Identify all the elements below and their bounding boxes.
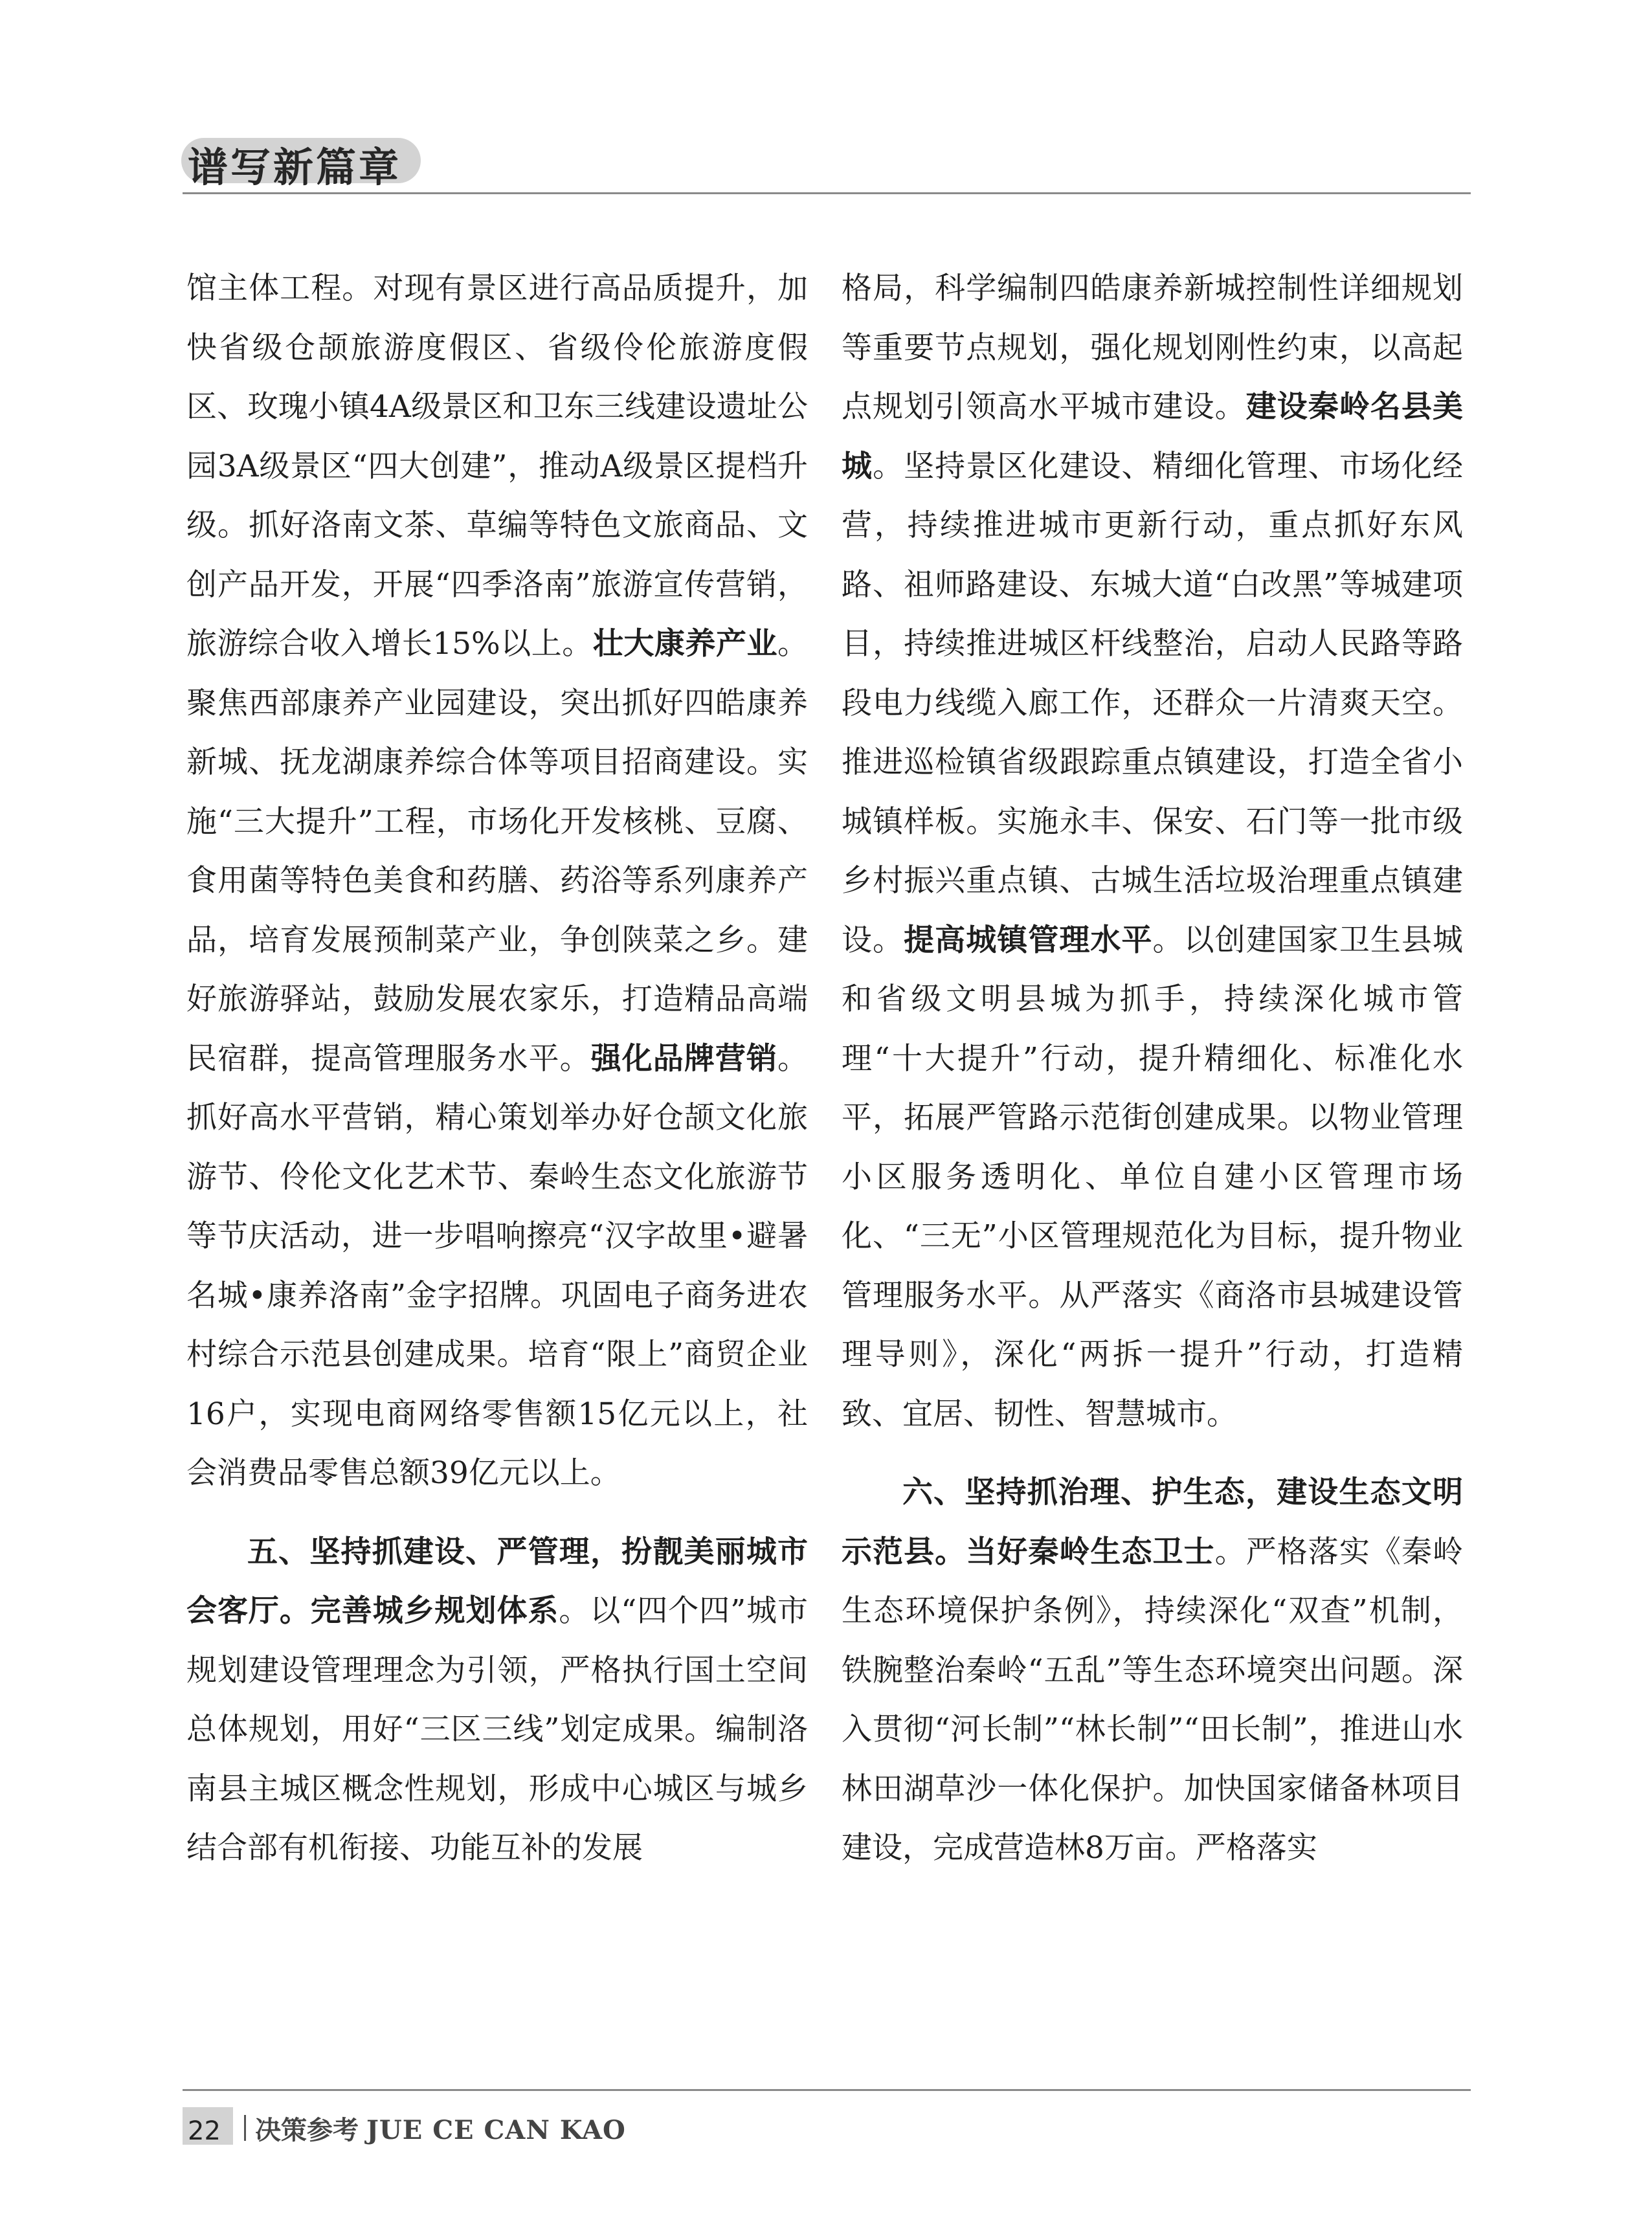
paragraph bbox=[186, 1523, 808, 1878]
keyword-heading: 提高城镇管理水平 bbox=[904, 922, 1153, 958]
journal-name-cn: 决策参考 bbox=[255, 2115, 359, 2145]
keyword-heading: 强化品牌营销 bbox=[590, 1040, 778, 1077]
left-column bbox=[186, 259, 808, 1878]
body-text: 。严格落实《秦岭生态环境保护条例》，持续深化“双查”机制，铁腕整治秦岭“五乱”等生态环境突出问题。深入贯彻“河长制”“林长制”“田长制”，推进山水林田湖草沙一体化保护。加快国家储备林项目建设，完成营造林8万亩。严格落实 bbox=[842, 1534, 1464, 1866]
section-title: 谱写新篇章 bbox=[188, 144, 402, 191]
keyword-heading: 当好秦岭生态卫士 bbox=[966, 1534, 1215, 1570]
paragraph bbox=[842, 259, 1463, 1444]
section-heading: 六、坚持抓治理、护生态，建设生态文明示范县。 bbox=[842, 1475, 1463, 1570]
keyword-heading: 壮大康养产业 bbox=[592, 626, 778, 662]
right-column bbox=[842, 259, 1463, 1878]
paragraph bbox=[186, 259, 808, 1503]
journal-name-en: JUE CE CAN KAO bbox=[366, 2115, 626, 2145]
footer-rule bbox=[183, 2089, 1471, 2091]
page-number: 22 bbox=[188, 2116, 221, 2146]
keyword-heading: 建设秦岭名县美城 bbox=[842, 389, 1464, 484]
body-text: 。以“四个四”城市规划建设管理理念为引领，严格执行国土空间总体规划，用好“三区三线”划定成果。编制洛南县主城区概念性规划，形成中心城区与城乡结合部有机衔接、功能互补的发展 bbox=[186, 1593, 809, 1866]
body-text: 格局，科学编制四皓康养新城控制性详细规划等重要节点规划，强化规划刚性约束，以高起点规划引领高水平城市建设。 bbox=[842, 271, 1463, 425]
body-text: 。坚持景区化建设、精细化管理、市场化经营，持续推进城市更新行动，重点抓好东风路、祖师路建设、东城大道“白改黑”等城建项目，持续推进城区杆线整治，启动人民路等路段电力线缆入廊工作，还群众一片清爽天空。推进巡检镇省级跟踪重点镇建设，打造全省小城镇样板。实施永丰、保安、石门等一批市级乡村振兴重点镇、古城生活垃圾治理重点镇建设。 bbox=[842, 448, 1464, 958]
body-text: 。抓好高水平营销，精心策划举办好仓颉文化旅游节、伶伦文化艺术节、秦岭生态文化旅游节等节庆活动，进一步唱响擦亮“汉字故里•避暑名城•康养洛南”金字招牌。巩固电子商务进农村综合示范县创建成果。培育“限上”商贸企业16户，实现电商网络零售额15亿元以上，社会消费品零售总额39亿元以上。 bbox=[186, 1040, 809, 1491]
paragraph bbox=[842, 1463, 1463, 1878]
footer-divider bbox=[244, 2115, 246, 2141]
body-text: 。聚焦西部康养产业园建设，突出抓好四皓康养新城、抚龙湖康养综合体等项目招商建设。实施“三大提升”工程，市场化开发核桃、豆腐、食用菌等特色美食和药膳、药浴等系列康养产品，培育发展预制菜产业，争创陕菜之乡。建好旅游驿站，鼓励发展农家乐，打造精品高端民宿群，提高管理服务水平。 bbox=[186, 626, 809, 1077]
journal-name bbox=[255, 2110, 626, 2147]
body-text: 馆主体工程。对现有景区进行高品质提升，加快省级仓颉旅游度假区、省级伶伦旅游度假区、玫瑰小镇4A级景区和卫东三线建设遗址公园3A级景区“四大创建”，推动A级景区提档升级。抓好洛南文茶、草编等特色文旅商品、文创产品开发，开展“四季洛南”旅游宣传营销，旅游综合收入增长15%以上。 bbox=[186, 271, 808, 662]
page-number-box bbox=[183, 2107, 233, 2145]
body-text: 。以创建国家卫生县城和省级文明县城为抓手，持续深化城市管理“十大提升”行动，提升精细化、标准化水平，拓展严管路示范街创建成果。以物业管理小区服务透明化、单位自建小区管理市场化、“三无”小区管理规范化为目标，提升物业管理服务水平。从严落实《商洛市县城建设管理导则》，深化“两拆一提升”行动，打造精致、宜居、韧性、智慧城市。 bbox=[842, 922, 1464, 1432]
section-heading: 五、坚持抓建设、严管理，扮靓美丽城市会客厅。 bbox=[186, 1534, 808, 1629]
header-rule bbox=[183, 192, 1471, 194]
keyword-heading: 完善城乡规划体系 bbox=[310, 1593, 559, 1629]
